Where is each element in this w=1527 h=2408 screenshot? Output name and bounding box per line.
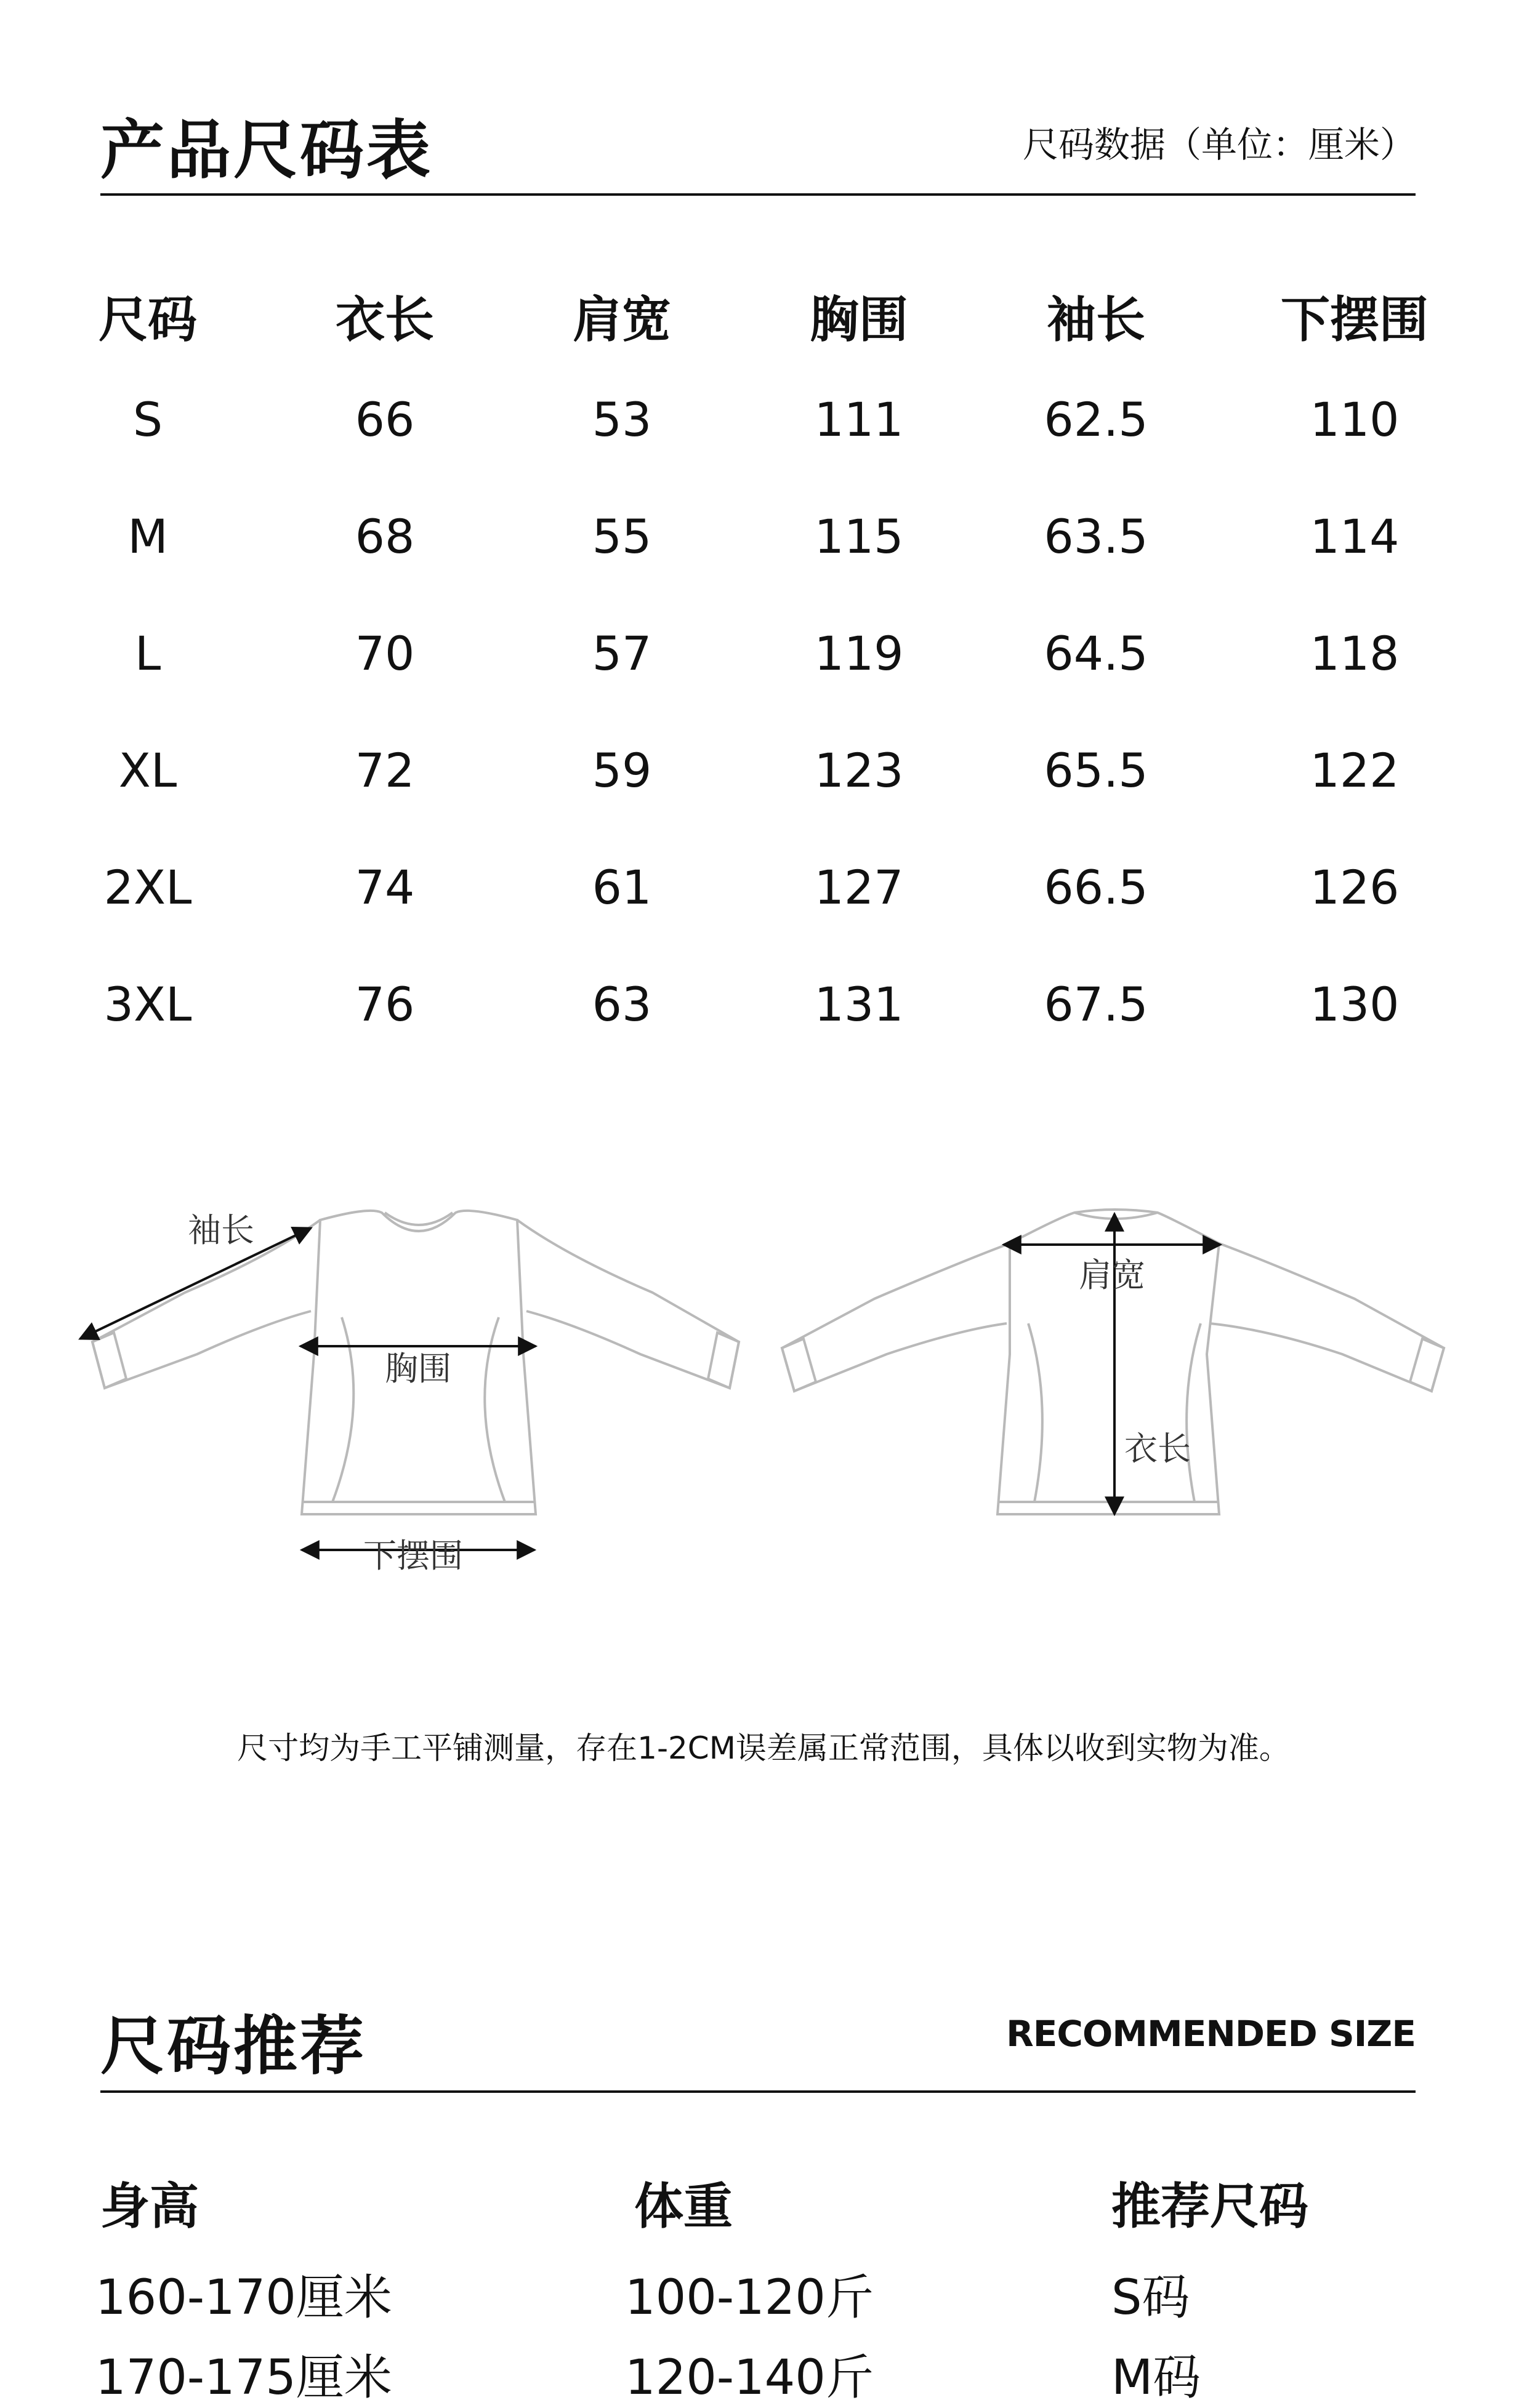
col-header-size: 尺码 [99, 291, 197, 348]
recommend-divider [100, 2090, 1416, 2093]
measure-note: 尺寸均为手工平铺测量，存在1-2CM误差属正常范围，具体以收到实物为准。 [237, 1730, 1290, 1766]
cell-length: 72 [355, 743, 415, 798]
cell-hem: 126 [1310, 860, 1400, 915]
recommend-subtitle: RECOMMENDED SIZE [1006, 2013, 1416, 2055]
sleeve-label: 袖长 [188, 1211, 254, 1250]
cell-chest: 123 [814, 743, 904, 798]
cell-hem: 122 [1310, 743, 1400, 798]
cell-sleeve: 63.5 [1044, 509, 1148, 564]
cell-shoulder: 53 [592, 392, 652, 447]
cell-length: 68 [355, 509, 415, 564]
col-header-shoulder: 肩宽 [573, 291, 671, 348]
cell-chest: 111 [814, 392, 904, 447]
cell-length: 76 [355, 977, 415, 1032]
cell-size: M [127, 509, 168, 564]
cell-chest: 115 [814, 509, 904, 564]
col-header-sleeve: 袖长 [1047, 291, 1145, 348]
cell-chest: 131 [814, 977, 904, 1032]
rec-header-size: 推荐尺码 [1111, 2178, 1308, 2235]
cell-hem: 118 [1310, 626, 1400, 681]
size-chart-title: 产品尺码表 [100, 113, 433, 188]
cell-hem: 114 [1310, 509, 1400, 564]
cell-length: 70 [355, 626, 415, 681]
garment-diagram [0, 1170, 1527, 1613]
cell-chest: 127 [814, 860, 904, 915]
col-header-hem: 下摆围 [1281, 291, 1428, 348]
rec-cell-weight: 120-140斤 [625, 2350, 874, 2406]
cell-sleeve: 66.5 [1044, 860, 1148, 915]
rec-header-height: 身高 [100, 2178, 199, 2235]
cell-sleeve: 67.5 [1044, 977, 1148, 1032]
title-divider [100, 193, 1416, 196]
length-label: 衣长 [1124, 1429, 1191, 1468]
cell-size: 2XL [103, 860, 192, 915]
recommend-title: 尺码推荐 [100, 2009, 367, 2084]
cell-shoulder: 59 [592, 743, 652, 798]
cell-length: 66 [355, 392, 415, 447]
cell-sleeve: 65.5 [1044, 743, 1148, 798]
cell-size: S [132, 392, 163, 447]
cell-chest: 119 [814, 626, 904, 681]
shoulder-label: 肩宽 [1079, 1256, 1145, 1294]
cell-sleeve: 64.5 [1044, 626, 1148, 681]
cell-shoulder: 57 [592, 626, 652, 681]
col-header-chest: 胸围 [810, 291, 908, 348]
rec-header-weight: 体重 [634, 2178, 733, 2235]
cell-size: XL [118, 743, 177, 798]
rec-cell-height: 160-170厘米 [95, 2270, 392, 2326]
cell-shoulder: 55 [592, 509, 652, 564]
cell-size: 3XL [103, 977, 192, 1032]
cell-sleeve: 62.5 [1044, 392, 1148, 447]
cell-shoulder: 61 [592, 860, 652, 915]
rec-cell-size: M码 [1111, 2350, 1201, 2406]
cell-hem: 110 [1310, 392, 1400, 447]
cell-hem: 130 [1310, 977, 1400, 1032]
cell-length: 74 [355, 860, 415, 915]
cell-size: L [134, 626, 161, 681]
col-header-length: 衣长 [336, 291, 434, 348]
chest-label: 胸围 [385, 1349, 451, 1388]
rec-cell-weight: 100-120斤 [625, 2270, 874, 2326]
cell-shoulder: 63 [592, 977, 652, 1032]
rec-cell-height: 170-175厘米 [95, 2350, 392, 2406]
hem-label: 下摆围 [363, 1536, 463, 1575]
rec-cell-size: S码 [1111, 2270, 1190, 2326]
unit-note: 尺码数据（单位：厘米） [1022, 124, 1416, 166]
